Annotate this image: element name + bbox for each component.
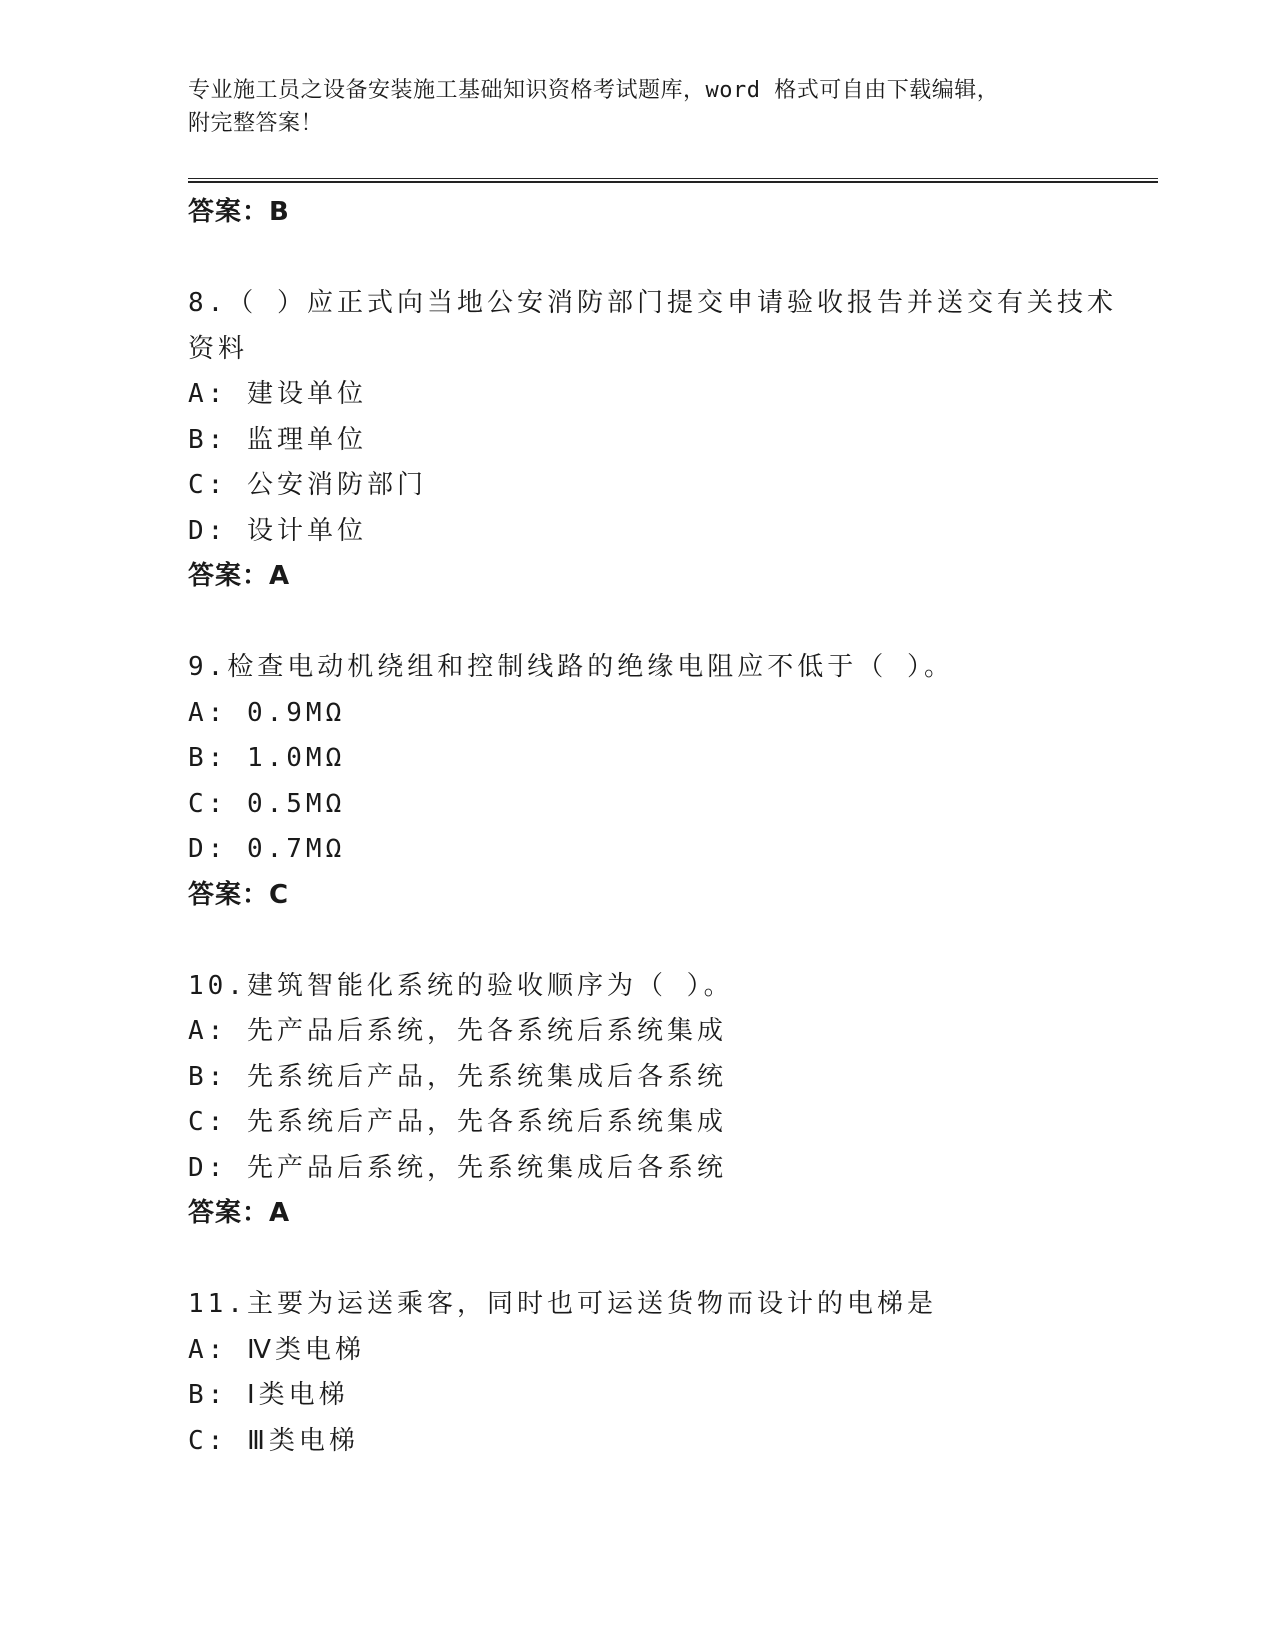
option-d: D: 先产品后系统，先系统集成后各系统 xyxy=(188,1152,727,1183)
question-list xyxy=(188,190,1158,1464)
option-a: A: Ⅳ类电梯 xyxy=(188,1334,365,1365)
question-block xyxy=(188,645,1158,918)
option-a: A: 0.9MΩ xyxy=(188,697,346,728)
answer-line: 答案：C xyxy=(188,879,290,910)
question-block xyxy=(188,1282,1158,1464)
question-block xyxy=(188,281,1158,600)
question-stem: 8.（ ）应正式向当地公安消防部门提交申请验收报告并送交有关技术 xyxy=(188,288,1117,318)
page-header: 专业施工员之设备安装施工基础知识资格考试题库，word 格式可自由下载编辑， 附完整答案！ xyxy=(188,78,1000,136)
option-d: D: 0.7MΩ xyxy=(188,834,346,864)
option-c: C: 0.5MΩ xyxy=(188,788,346,819)
option-a: A: 建设单位 xyxy=(188,379,367,409)
spacer xyxy=(188,918,1158,964)
option-d: D: 设计单位 xyxy=(188,515,367,546)
spacer xyxy=(188,1237,1158,1283)
question-stem: 9.检查电动机绕组和控制线路的绝缘电阻应不低于（ ）。 xyxy=(188,652,954,682)
question-block xyxy=(188,964,1158,1237)
question-stem: 资料 xyxy=(188,333,249,364)
option-b: B: Ⅰ类电梯 xyxy=(188,1380,349,1410)
option-b: B: 1.0MΩ xyxy=(188,743,346,773)
answer-line: 答案：B xyxy=(188,197,290,227)
option-c: C: 公安消防部门 xyxy=(188,470,427,500)
answer-line: 答案：A xyxy=(188,561,291,591)
option-b: B: 先系统后产品，先系统集成后各系统 xyxy=(188,1061,727,1092)
option-a: A: 先产品后系统，先各系统后系统集成 xyxy=(188,1016,727,1046)
spacer xyxy=(188,236,1158,282)
question-stem: 11.主要为运送乘客，同时也可运送货物而设计的电梯是 xyxy=(188,1289,937,1319)
answer-line: 答案：A xyxy=(188,1198,291,1228)
option-b: B: 监理单位 xyxy=(188,424,367,455)
spacer xyxy=(188,600,1158,646)
option-c: C: Ⅲ类电梯 xyxy=(188,1425,359,1456)
option-c: C: 先系统后产品，先各系统后系统集成 xyxy=(188,1107,727,1137)
header-divider xyxy=(188,178,1158,183)
question-stem: 10.建筑智能化系统的验收顺序为（ ）。 xyxy=(188,970,734,1001)
